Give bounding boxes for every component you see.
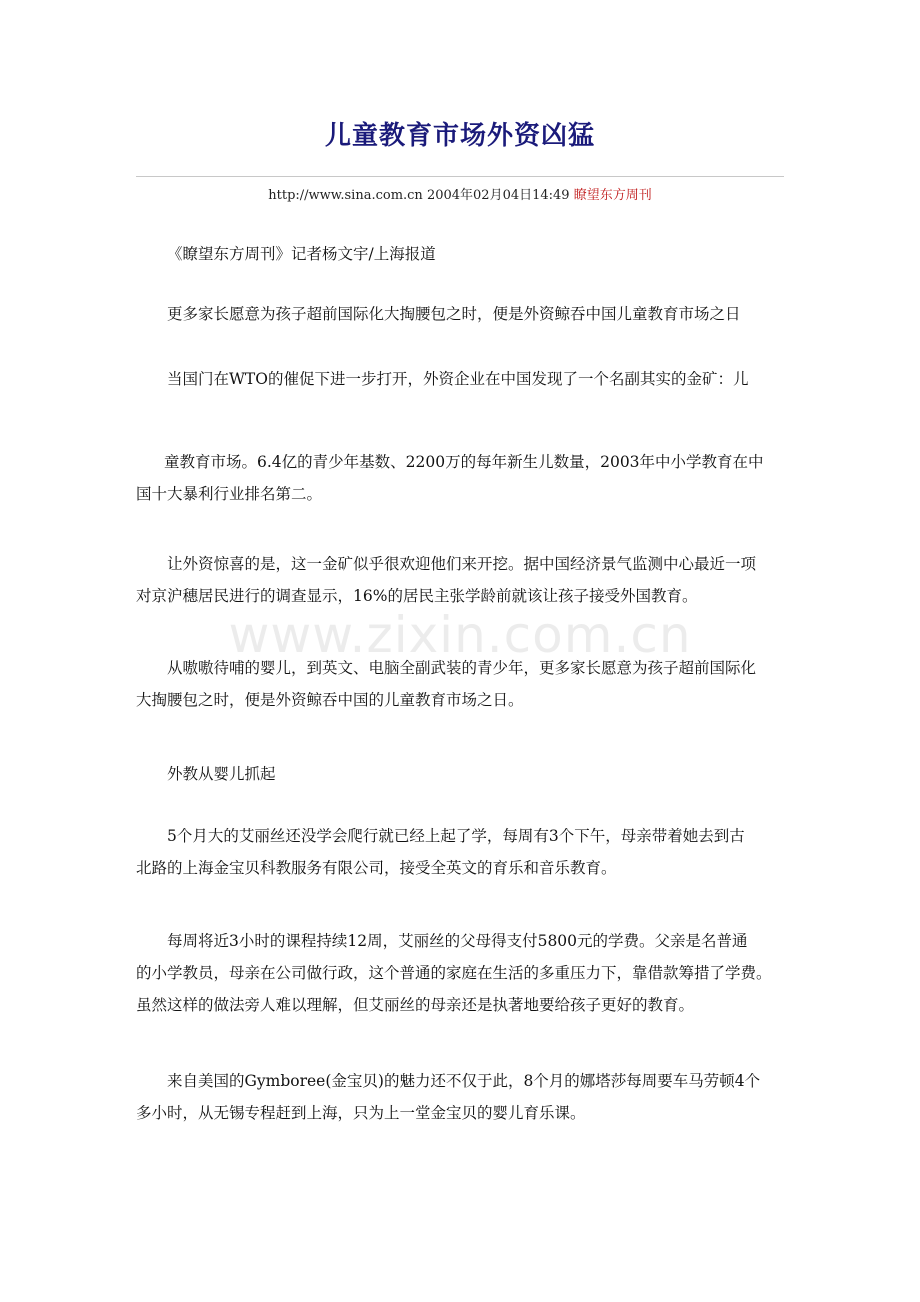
paragraph-4-line-1: 5个月大的艾丽丝还没学会爬行就已经上起了学，每周有3个下午，母亲带着她去到古 [167, 827, 745, 845]
paragraph-5-line-2: 的小学教员，母亲在公司做行政，这个普通的家庭在生活的多重压力下，靠借款筹措了学费。 [136, 964, 772, 982]
paragraph-2 [136, 548, 786, 612]
paragraph-3-line-1: 从嗷嗷待哺的婴儿，到英文、电脑全副武装的青少年，更多家长愿意为孩子超前国际化 [167, 659, 757, 677]
watermark: www.zixin.com.cn [228, 606, 692, 664]
paragraph-4-line-2: 北路的上海金宝贝科教服务有限公司，接受全英文的育乐和音乐教育。 [136, 859, 617, 877]
subheading [136, 758, 786, 790]
paragraph-1-line-1: 当国门在WTO的催促下进一步打开，外资企业在中国发现了一个名副其实的金矿：儿 [167, 370, 749, 388]
paragraph-5-line-3: 虽然这样的做法旁人难以理解，但艾丽丝的母亲还是执著地要给孩子更好的教育。 [136, 996, 695, 1014]
paragraph-2-line-2: 对京沪穗居民进行的调查显示，16%的居民主张学龄前就该让孩子接受外国教育。 [136, 587, 698, 605]
meta-source-link[interactable]: 瞭望东方周刊 [573, 188, 652, 203]
lead-text: 更多家长愿意为孩子超前国际化大掏腰包之时，便是外资鲸吞中国儿童教育市场之日 [167, 305, 741, 323]
paragraph-6-line-2: 多小时，从无锡专程赶到上海，只为上一堂金宝贝的婴儿育乐课。 [136, 1104, 586, 1122]
paragraph-5 [136, 925, 786, 1021]
byline [136, 238, 786, 270]
paragraph-6 [136, 1065, 786, 1129]
paragraph-4 [136, 820, 786, 884]
byline-text: 《瞭望东方周刊》记者杨文宇/上海报道 [167, 245, 436, 263]
article-meta [0, 186, 920, 206]
article-title: 儿童教育市场外资凶猛 [324, 121, 595, 151]
paragraph-3-line-2: 大掏腰包之时，便是外资鲸吞中国的儿童教育市场之日。 [136, 691, 524, 709]
paragraph-3 [136, 652, 786, 716]
paragraph-1-line-3: 国十大暴利行业排名第二。 [136, 485, 323, 503]
paragraph-5-line-1: 每周将近3小时的课程持续12周，艾丽丝的父母得支付5800元的学费。父亲是名普通 [167, 932, 748, 950]
paragraph-1 [136, 363, 786, 395]
meta-url-date: http://www.sina.com.cn 2004年02月04日14:49 [268, 188, 570, 203]
lead-paragraph [136, 298, 786, 330]
paragraph-2-line-1: 让外资惊喜的是，这一金矿似乎很欢迎他们来开挖。据中国经济景气监测中心最近一项 [167, 555, 757, 573]
subheading-text: 外教从婴儿抓起 [167, 765, 276, 783]
paragraph-1-cont [136, 446, 786, 510]
title-divider [136, 176, 784, 177]
paragraph-1-line-2: 童教育市场。6.4亿的青少年基数、2200万的每年新生儿数量，2003年中小学教育在中 [164, 453, 764, 471]
paragraph-6-line-1: 来自美国的Gymboree(金宝贝)的魅力还不仅于此，8个月的娜塔莎每周要车马劳顿4个 [167, 1072, 761, 1090]
